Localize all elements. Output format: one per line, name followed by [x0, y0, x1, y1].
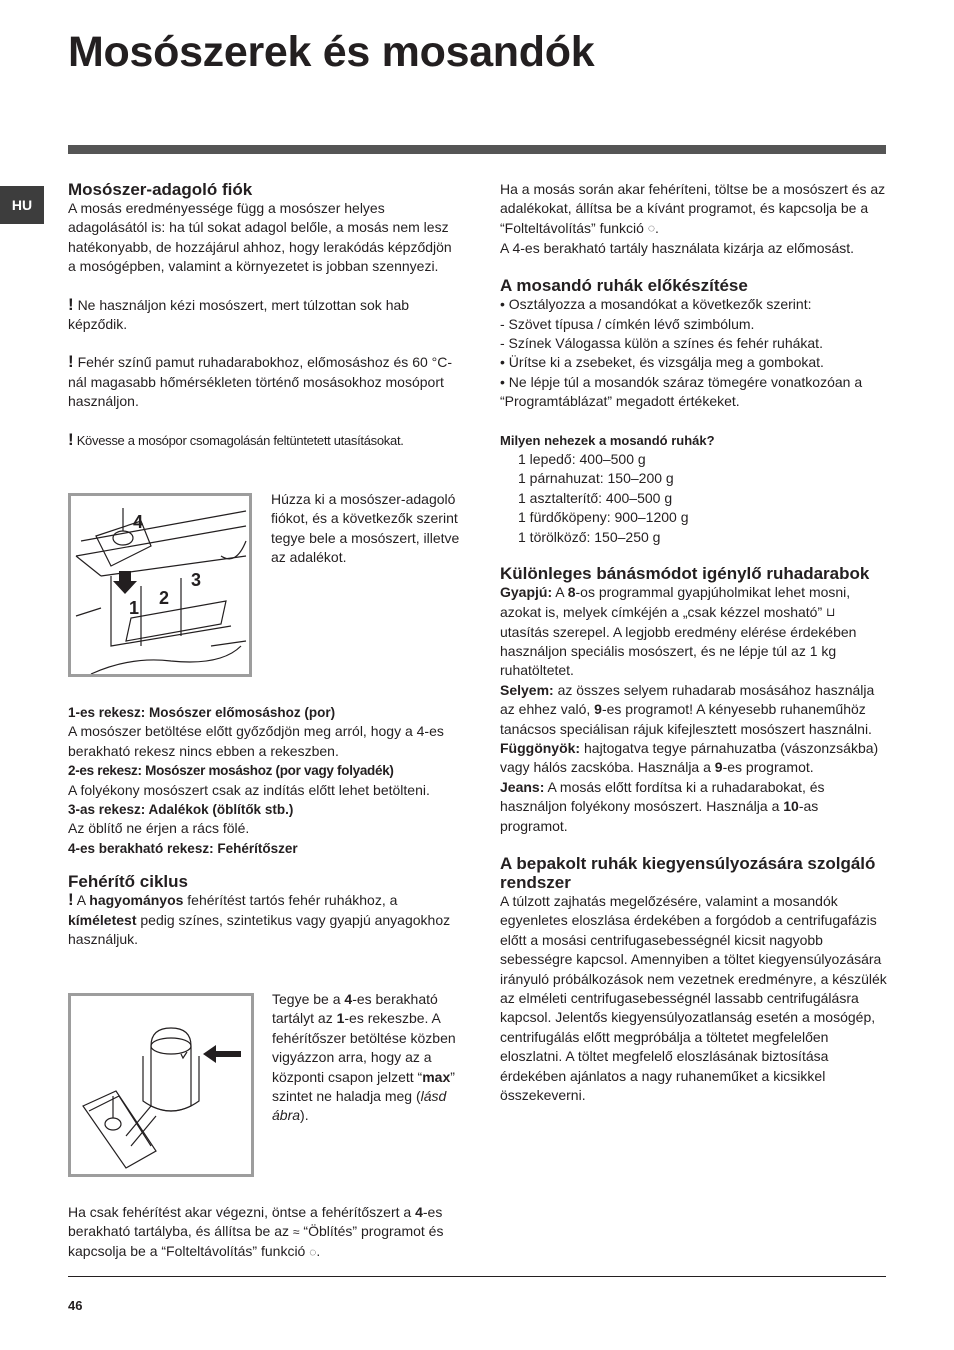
warning-3: ! Kövesse a mosópor csomagolásán feltüntetett utasításokat.	[68, 429, 404, 449]
detergent-drawer-illustration	[68, 493, 252, 677]
right-column	[500, 180, 888, 1105]
bleach-during-wash: Ha a mosás során akar fehéríteni, töltse be a mosószert és az adalékokat, állítsa be a kívánt programot, és kapcsolja be a “Folteltávolítás” funkció ◌.	[500, 180, 888, 239]
weight-item: 1 törölköző: 150–250 g	[518, 528, 661, 545]
stain-removal-icon: ◌	[309, 1245, 317, 1259]
balance-paragraph: A túlzott zajhatás megelőzésére, valamint a mosandók egyenletes eloszlása érdekében a forgódob a centrifugafázis előtt a mosási centrifugasebességnél kicsit nagyobb sebességre kapcsol. Amennyiben a töltet kiegyensúlyozására irányuló próbálkozások nem vezetnek eredményre, a készülék az elméleti centrifugasebességnél lassabb centrifugálásra kapcsol. Jelentős kiegyensúlyozatlanság esetén a mosógép, centrifugálás előtt megpróbálja a töltetet megfelelően eloszlatni. A töltet megfelelő eloszlásának biztosítása érdekében ajánlatos a nagy ruhaneműket a kicsikkel összekeverni.	[500, 892, 887, 1104]
prep-item: • Ne lépje túl a mosandók száraz tömegére vonatkozóan a “Programtáblázat” megadott értékeket.	[500, 373, 863, 410]
weights-title: Milyen nehezek a mosandó ruhák?	[500, 432, 715, 448]
warning-icon: !	[68, 352, 74, 372]
section-heading-special-care: Különleges bánásmódot igénylő ruhadarabok	[500, 564, 870, 584]
compartment-4-title: 4-es berakható rekesz: Fehérítőszer	[68, 840, 298, 856]
weight-item: 1 fürdőköpeny: 900–1200 g	[518, 509, 689, 526]
section-heading-preparation: A mosandó ruhák előkészítése	[500, 276, 748, 296]
compartment-1-text: A mosószer betöltése előtt győződjön meg arról, hogy a 4-es berakható rekesz nincs ebben a rekeszben.	[68, 723, 444, 759]
drawer-drawing	[71, 496, 249, 674]
page-number: 46	[68, 1298, 83, 1313]
prewash-note: A 4-es berakható tartály használata kizárja az előmosást.	[500, 239, 855, 256]
prep-item: • Osztályozza a mosandókat a következők szerint:	[500, 296, 812, 313]
jeans-paragraph: Jeans: A mosás előtt fordítsa ki a ruhadarabokat, és használjon folyékony mosószert. Használja a 10-as programot.	[500, 778, 825, 834]
hand-wash-icon: ⊔	[826, 605, 836, 620]
stain-removal-icon: ◌	[647, 221, 655, 236]
bleach-only-note: Ha csak fehérítést akar végezni, öntse a fehérítőszert a 4-es berakható tartályba, és állítsa be az ≈ “Öblítés” programot és kapcsolja be a “Folteltávolítás” funkció ◌.	[68, 1203, 460, 1262]
section-heading-detergent-drawer: Mosószer-adagoló fiók	[68, 180, 253, 199]
title-divider	[68, 145, 886, 154]
compartment-2-text: A folyékony mosószert csak az indítás előtt lehet betölteni.	[68, 781, 430, 798]
drawer-caption: Húzza ki a mosószer-adagoló fiókot, és a következők szerint tegye bele a mosószert, illetve az adalékot.	[271, 491, 460, 566]
language-tab: HU	[0, 186, 44, 224]
compartment-3-text: Az öblítő ne érjen a rács fölé.	[68, 820, 250, 837]
curtains-paragraph: Függönyök: hajtogatva tegye párnahuzatba (vászonzsákba) vagy hálós zacskóba. Használja a 9-es programot.	[500, 739, 879, 776]
warning-2: ! Fehér színű pamut ruhadarabokhoz, előmosáshoz és 60 °C-nál magasabb hőmérsékleten történő mosásokhoz mosóport használjon.	[68, 352, 453, 410]
footer-divider	[68, 1276, 886, 1277]
warning-icon: !	[68, 429, 74, 449]
prep-item: - Szövet típusa / címkén lévő szimbólum.	[500, 315, 755, 332]
prep-item: • Ürítse ki a zsebeket, és vizsgálja meg a gombokat.	[500, 354, 824, 371]
section-heading-balance-system: A bepakolt ruhák kiegyensúlyozására szolgáló rendszer	[500, 853, 876, 892]
warning-1: ! Ne használjon kézi mosószert, mert túlzottan sok hab képződik.	[68, 294, 410, 333]
page-title: Mosószerek és mosandók	[68, 28, 595, 76]
bleach-drawing	[71, 996, 251, 1174]
drawer-label-3: 3	[191, 570, 202, 590]
wool-paragraph: Gyapjú: A 8-os programmal gyapjúholmikat lehet mosni, azokat is, melyek címkéjén a „csak kézzel mosható” ⊔ utasítás szerepel. A legjobb eredmény elérése érdekében használjon speciális mosószert, és ne lépje túl az 1 kg ruhatöltetet.	[500, 584, 857, 679]
bleach-intro: ! A hagyományos fehérítést tartós fehér ruhákhoz, a kíméletest pedig színes, szintetikus vagy gyapjú anyagokhoz használjuk.	[68, 890, 451, 948]
section-heading-bleach-cycle: Fehérítő ciklus	[68, 872, 188, 892]
warning-icon: !	[68, 890, 74, 910]
warning-icon: !	[68, 294, 74, 314]
compartment-3-title: 3-as rekesz: Adalékok (öblítők stb.)	[68, 802, 294, 818]
detergent-intro: A mosás eredményessége függ a mosószer helyes adagolásától is: ha túl sokat adagol belőle, a mosás nem lesz hatékonyabb, de hozzájárul ahhoz, hogy lerakódás képződjön a mosógépben, valamint a környezetet is jobban szennyezi.	[68, 200, 452, 275]
bleach-container-illustration	[68, 993, 254, 1177]
compartment-2-title: 2-es rekesz: Mosószer mosáshoz (por vagy folyadék)	[68, 763, 394, 779]
weight-item: 1 asztalterítő: 400–500 g	[518, 489, 673, 506]
silk-paragraph: Selyem: az összes selyem ruhadarab mosásához használja az ehhez való, 9-es programot! A kényesebb ruhaneműhöz tanácsos speciálisan rájuk kifejlesztett mosószert használni.	[500, 681, 875, 737]
drawer-label-4: 4	[133, 512, 144, 532]
drawer-label-1: 1	[129, 598, 140, 618]
bleach-caption: Tegye be a 4-es berakható tartályt az 1-es rekeszbe. A fehérítőszer betöltése közben vigyázzon arra, hogy az a központi csapon jelzett “max” szintet ne haladja meg (lásd ábra).	[272, 991, 456, 1124]
drawer-label-2: 2	[159, 588, 170, 608]
weight-item: 1 lepedő: 400–500 g	[518, 451, 646, 468]
left-column-top	[68, 180, 456, 450]
compartments-list	[68, 703, 456, 949]
prep-item: - Színek Válogassa külön a színes és fehér ruhákat.	[500, 335, 823, 352]
rinse-icon: ≈	[292, 1225, 300, 1239]
compartment-1-title: 1-es rekesz: Mosószer előmosáshoz (por)	[68, 705, 336, 720]
weight-item: 1 párnahuzat: 150–200 g	[518, 470, 674, 487]
